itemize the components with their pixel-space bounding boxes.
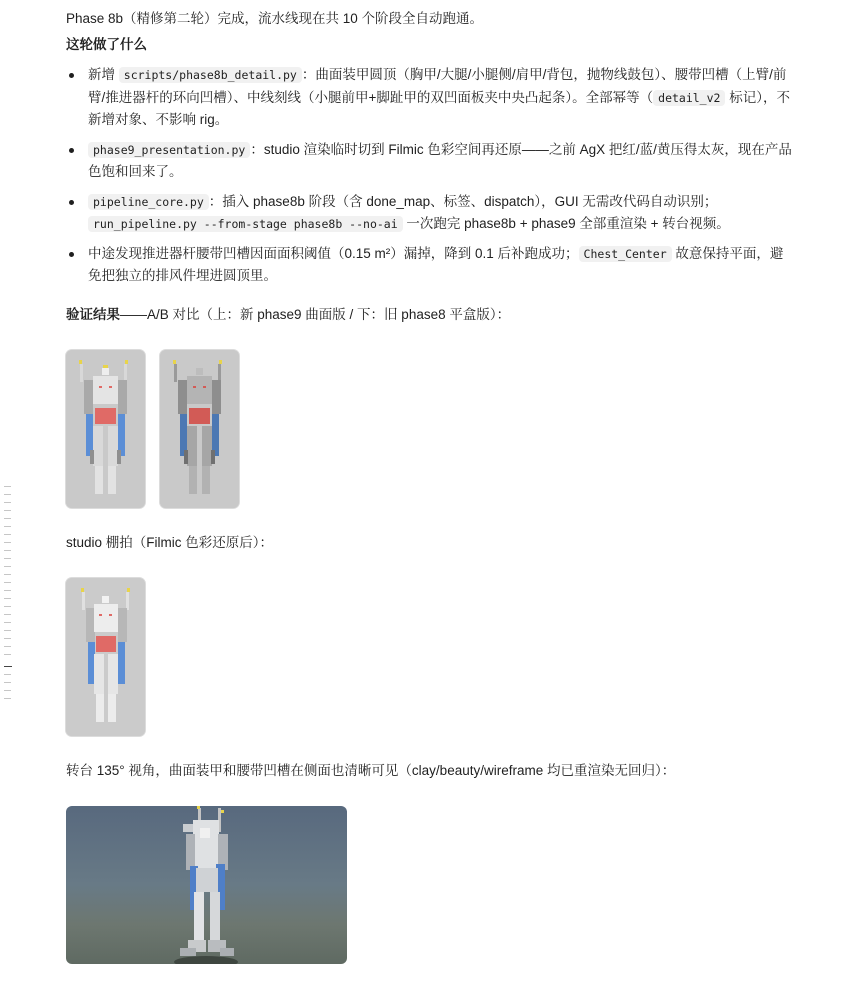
list-item: 中途发现推进器杆腰带凹槽因面面积阈值（0.15 m²）漏掉，降到 0.1 后补跑成功； Chest_Center 故意保持平面，避免把独立的排风件埋进圆顶里。 xyxy=(66,243,796,288)
turntable-caption: 转台 135° 视角，曲面装甲和腰带凹槽在侧面也清晰可见（clay/beauty/wireframe 均已重渲染无回归）： xyxy=(66,763,676,778)
inline-code: pipeline_core.py xyxy=(88,194,209,210)
render-thumbnail-old[interactable] xyxy=(160,350,239,508)
robot-render-image xyxy=(66,350,145,508)
render-thumbnail-studio[interactable] xyxy=(66,578,145,736)
bullet-dot xyxy=(69,252,74,257)
inline-code: detail_v2 xyxy=(653,90,725,106)
bullet-dot xyxy=(69,148,74,153)
list-item: phase9_presentation.py ：studio 渲染临时切到 Filmic 色彩空间再还原——之前 AgX 把红/蓝/黄压得太灰，现在产品色饱和回来了。 xyxy=(66,139,796,184)
verify-heading: 验证结果——A/B 对比（上：新 phase9 曲面版 / 下：旧 phase8 平盒版）： xyxy=(66,307,511,322)
inline-code: Chest_Center xyxy=(579,246,672,262)
inline-code: run_pipeline.py --from-stage phase8b --no-ai xyxy=(88,216,403,232)
change-list xyxy=(66,64,796,295)
studio-caption: studio 棚拍（Filmic 色彩还原后）： xyxy=(66,535,274,550)
robot-render-image xyxy=(160,350,239,508)
section-heading: 这轮做了什么 xyxy=(66,37,147,52)
render-turntable[interactable] xyxy=(66,806,347,964)
bullet-dot xyxy=(69,73,74,78)
robot-render-image xyxy=(66,578,145,736)
bullet-dot xyxy=(69,200,74,205)
list-item: pipeline_core.py ：插入 phase8b 阶段（含 done_map、标签、dispatch），GUI 无需改代码自动识别；run_pipeline.py --from-stage phase8b --no-ai 一次跑完 phase8b + phase9 全部重渲染 + 转台视频。 xyxy=(66,191,796,236)
inline-code: scripts/phase8b_detail.py xyxy=(119,67,302,83)
render-thumbnail-new[interactable] xyxy=(66,350,145,508)
inline-code: phase9_presentation.py xyxy=(88,142,250,158)
robot-turntable-image xyxy=(66,806,347,964)
scroll-position-indicator[interactable] xyxy=(4,486,12,700)
list-item: 新增 scripts/phase8b_detail.py ：曲面装甲圆顶（胸甲/大腿/小腿侧/肩甲/背包，抛物线鼓包）、腰带凹槽（上臂/前臂/推进器杆的环向凹槽）、中线刻线（小腿前甲+脚趾甲的双凹面板夹中央凸起条）。全部幂等（ detail_v2 标记），不新增对象、不影响 rig。 xyxy=(66,64,796,132)
intro-text: Phase 8b（精修第二轮）完成，流水线现在共 10 个阶段全自动跑通。 xyxy=(66,11,484,26)
